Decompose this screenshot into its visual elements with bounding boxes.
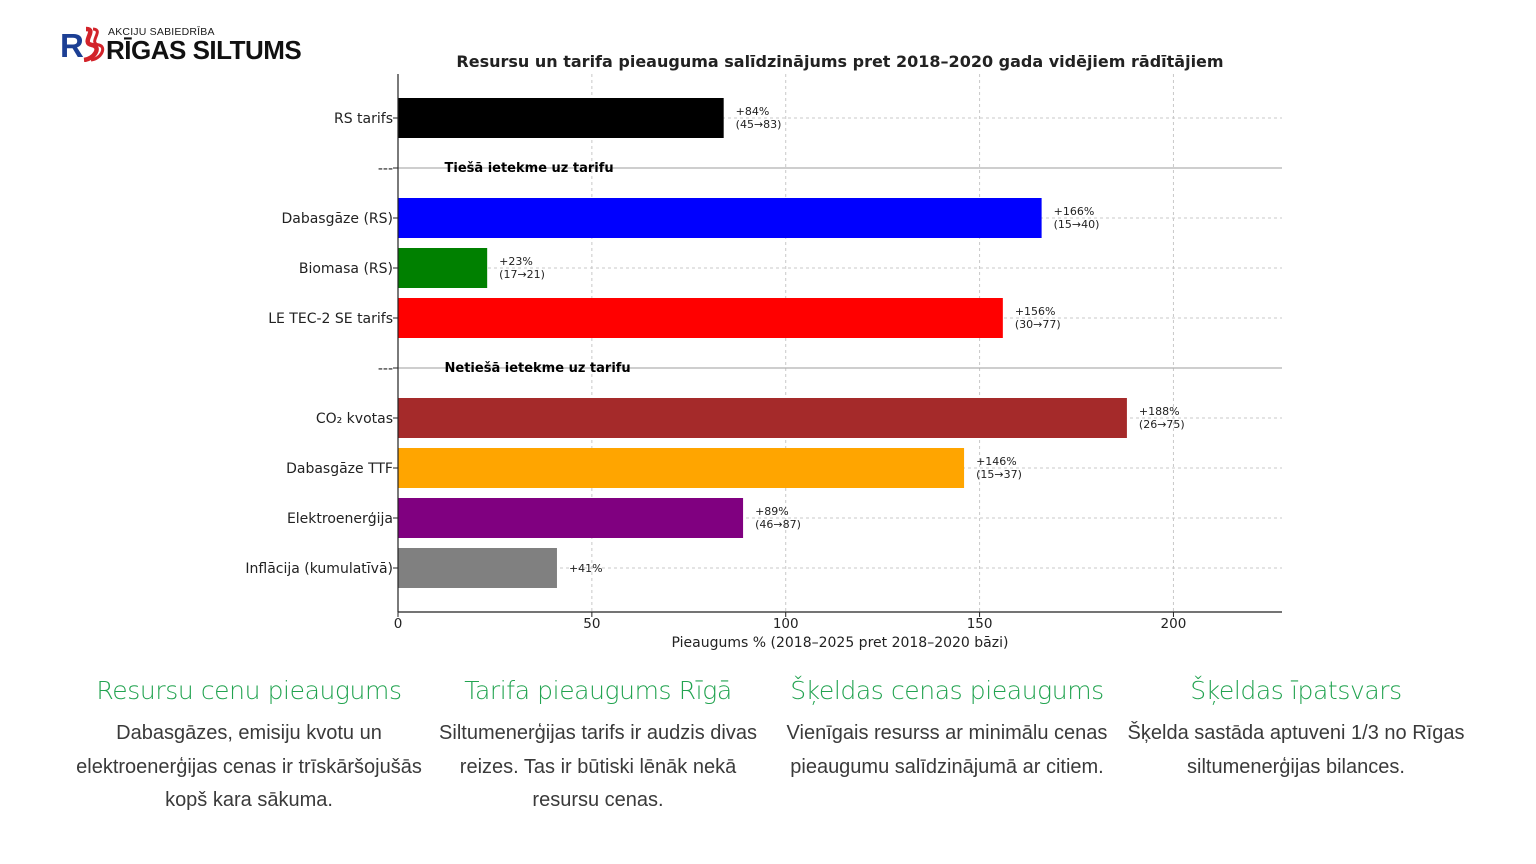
card-woodchip-share <box>1122 676 1470 818</box>
y-tick-label: CO₂ kvotas <box>315 411 393 427</box>
data-label-detail: (45→83) <box>735 118 782 131</box>
x-tick-label: 50 <box>583 616 601 632</box>
data-label: +84% <box>735 105 770 118</box>
info-cards <box>75 676 1470 818</box>
x-axis-label: Pieaugums % (2018–2025 pret 2018–2020 bāzi) <box>671 635 1009 651</box>
y-tick-label: Biomasa (RS) <box>298 261 393 277</box>
card-tariff-growth <box>424 676 772 818</box>
data-label: +146% <box>976 455 1017 468</box>
y-tick-label: Dabasgāze TTF <box>286 461 393 477</box>
y-tick-label: --- <box>377 161 393 177</box>
card-resource-prices <box>75 676 423 818</box>
data-label: +23% <box>499 255 533 268</box>
company-name: RĪGAS SILTUMS <box>106 35 302 65</box>
bar <box>398 198 1042 238</box>
card-text: Dabasgāzes, emisiju kvotu un elektroenerģijas cenas ir trīskāršojušās kopš kara sākuma. <box>76 722 422 811</box>
bar <box>398 398 1127 438</box>
bar <box>398 448 964 488</box>
bar <box>398 248 487 288</box>
data-label-detail: (15→37) <box>976 468 1022 481</box>
card-text: Vienīgais resurss ar minimālu cenas pieaugumu salīdzinājumā ar citiem. <box>786 722 1108 778</box>
x-tick-label: 150 <box>966 616 993 632</box>
bar <box>398 98 724 138</box>
x-tick-label: 0 <box>393 616 403 632</box>
y-tick-label: LE TEC-2 SE tarifs <box>268 311 393 327</box>
company-type-label: AKCIJU SABIEDRĪBA <box>108 26 215 38</box>
x-tick-label: 200 <box>1160 616 1187 632</box>
card-title: Šķeldas īpatsvars <box>1190 676 1402 705</box>
section-label: Tiešā ietekme uz tarifu <box>444 161 614 176</box>
y-tick-label: Dabasgāze (RS) <box>281 211 393 227</box>
card-woodchip-price <box>773 676 1121 818</box>
bar <box>398 548 557 588</box>
y-tick-label: Elektroenerģija <box>286 511 393 527</box>
data-label-detail: (15→40) <box>1053 218 1100 231</box>
data-label-detail: (30→77) <box>1014 318 1061 331</box>
logo-letter-r: R <box>60 27 84 62</box>
bar <box>398 498 743 538</box>
chart-title: Resursu un tarifa pieauguma salīdzinājums pret 2018–2020 gada vidējiem rādītājiem <box>456 52 1224 71</box>
section-label: Netiešā ietekme uz tarifu <box>444 361 631 376</box>
card-title: Šķeldas cenas pieaugums <box>790 676 1104 705</box>
x-tick-label: 100 <box>772 616 799 632</box>
data-label: +166% <box>1053 205 1095 218</box>
data-label-detail: (46→87) <box>755 518 801 531</box>
bars <box>398 98 1282 588</box>
data-label: +156% <box>1014 305 1056 318</box>
card-title: Resursu cenu pieaugums <box>96 676 402 705</box>
data-label: +188% <box>1138 405 1180 418</box>
y-tick-label: --- <box>377 361 393 377</box>
data-label-detail: (17→21) <box>499 268 545 281</box>
card-text: Šķelda sastāda aptuveni 1/3 no Rīgas siltumenerģijas bilances. <box>1127 722 1465 778</box>
data-label: +41% <box>568 562 603 575</box>
card-text: Siltumenerģijas tarifs ir audzis divas reizes. Tas ir būtiski lēnāk nekā resursu cenas. <box>439 722 757 811</box>
data-label-detail: (26→75) <box>1138 418 1185 431</box>
data-label: +89% <box>755 505 789 518</box>
y-tick-label: RS tarifs <box>333 111 393 127</box>
bar <box>398 298 1003 338</box>
y-tick-label: Inflācija (kumulatīvā) <box>245 561 393 577</box>
card-title: Tarifa pieaugums Rīgā <box>464 676 732 705</box>
